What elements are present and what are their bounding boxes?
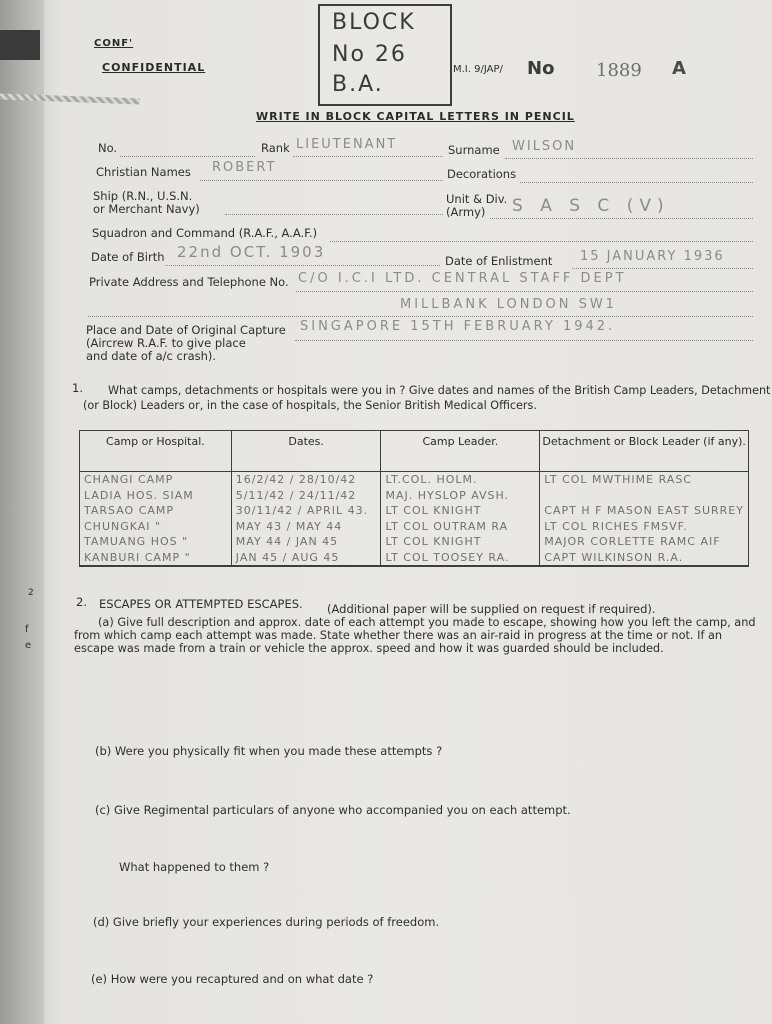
detachment-cell: LT COL RICHES FMSVF. — [540, 519, 749, 535]
enlistment-label: Date of Enlistment — [445, 254, 553, 268]
col-camp-header: Camp or Hospital. — [80, 431, 232, 472]
rank-label: Rank — [261, 141, 290, 155]
surname-label: Surname — [448, 143, 500, 157]
leader-cell: LT COL OUTRAM RA — [381, 519, 540, 535]
unit-line — [490, 218, 753, 219]
address-label: Private Address and Telephone No. — [89, 275, 289, 289]
confidential-label: CONFIDENTIAL — [102, 61, 206, 74]
address-line-1 — [296, 291, 753, 292]
q2e-text: (e) How were you recaptured and on what date ? — [91, 972, 374, 986]
dates-cell: MAY 44 / JAN 45 — [231, 534, 381, 550]
camp-cell: LADIA HOS. SIAM — [80, 488, 232, 504]
detachment-cell: CAPT WILKINSON R.A. — [540, 550, 749, 567]
block-stamp — [318, 4, 452, 106]
address-line-2 — [88, 316, 753, 317]
table-row — [80, 472, 749, 488]
margin-mark-2: 2 — [28, 588, 34, 598]
ship-label-2: or Merchant Navy) — [93, 202, 200, 216]
capture-label-2: (Aircrew R.A.F. to give place — [86, 336, 246, 350]
camp-cell: TARSAO CAMP — [80, 503, 232, 519]
camp-cell: KANBURI CAMP " — [80, 550, 232, 567]
ship-label-1: Ship (R.N., U.S.N. — [93, 189, 193, 203]
capture-line — [295, 340, 753, 341]
rank-value: LIEUTENANT — [296, 137, 398, 152]
detachment-cell — [540, 488, 749, 504]
table-row — [80, 519, 749, 535]
q2d-text: (d) Give briefly your experiences during periods of freedom. — [93, 915, 440, 929]
conf-short: CONF' — [94, 38, 134, 49]
enlistment-line — [572, 268, 753, 269]
camps-table — [79, 430, 749, 567]
stamp-line-1: BLOCK — [332, 10, 416, 35]
christian-names-label: Christian Names — [96, 165, 191, 179]
surname-value: WILSON — [512, 139, 577, 154]
dob-value: 22nd OCT. 1903 — [177, 243, 326, 261]
unit-label-2: (Army) — [446, 205, 486, 219]
camp-cell: TAMUANG HOS " — [80, 534, 232, 550]
col-leader-header: Camp Leader. — [381, 431, 540, 472]
enlistment-value: 15 JANUARY 1936 — [580, 249, 725, 264]
detachment-cell: MAJOR CORLETTE RAMC AIF — [540, 534, 749, 550]
q2-title: ESCAPES OR ATTEMPTED ESCAPES. — [99, 597, 303, 611]
q2-number: 2. — [76, 595, 87, 609]
leader-cell: LT COL KNIGHT — [381, 503, 540, 519]
table-row — [80, 550, 749, 567]
table-row — [80, 488, 749, 504]
q1-text-2: (or Block) Leaders or, in the case of hospitals, the Senior British Medical Officers. — [83, 399, 537, 412]
col-dates-header: Dates. — [231, 431, 381, 472]
leader-cell: MAJ. HYSLOP AVSH. — [381, 488, 540, 504]
q2a-text-1: (a) Give full description and approx. date of each attempt you made to escape, showing how you left the camp, and — [98, 616, 756, 629]
camp-cell: CHANGI CAMP — [80, 472, 232, 488]
mi-reference: M.I. 9/JAP/ — [453, 64, 503, 75]
q2a-text-3: escape was made from a train or vehicle the approx. speed and how it was guarded should be included. — [74, 642, 664, 655]
capture-label-3: and date of a/c crash). — [86, 349, 217, 363]
binder-clip — [0, 30, 40, 60]
margin-mark-e: e — [25, 640, 32, 651]
dob-line — [165, 265, 440, 266]
surname-line — [505, 158, 753, 159]
q1-number: 1. — [72, 381, 83, 395]
no-label: No. — [98, 141, 118, 155]
table-row — [80, 534, 749, 550]
address-value-1: C/O I.C.I LTD. CENTRAL STAFF DEPT — [298, 271, 627, 286]
stamp-line-2: No 26 — [332, 42, 407, 67]
dates-cell: 5/11/42 / 24/11/42 — [231, 488, 381, 504]
unit-value: S A S C (V) — [512, 196, 670, 216]
leader-cell: LT COL KNIGHT — [381, 534, 540, 550]
leader-cell: LT.COL. HOLM. — [381, 472, 540, 488]
margin-mark-f: f — [25, 624, 29, 635]
binding-edge — [0, 0, 44, 1024]
q2a-text-2: from which camp each attempt was made. State whether there was an air-raid in progress at the time or not. If an — [74, 629, 723, 642]
camps-table-header — [80, 431, 749, 472]
dates-cell: MAY 43 / MAY 44 — [231, 519, 381, 535]
rank-line — [293, 156, 443, 157]
q1-text-1: What camps, detachments or hospitals were you in ? Give dates and names of the British Camp Leaders, Detachment — [108, 384, 771, 397]
detachment-cell: LT COL MWTHIME RASC — [540, 472, 749, 488]
stamp-line-3: B.A. — [332, 72, 384, 97]
document-number: 1889 — [596, 60, 642, 81]
col-detachment-header: Detachment or Block Leader (if any). — [540, 431, 749, 472]
capture-label-1: Place and Date of Original Capture — [86, 323, 286, 337]
q2b-text: (b) Were you physically fit when you made these attempts ? — [95, 744, 443, 758]
q2c-text: (c) Give Regimental particulars of anyone who accompanied you on each attempt. — [95, 803, 571, 817]
leader-cell: LT COL TOOSEY RA. — [381, 550, 540, 567]
camp-cell: CHUNGKAI " — [80, 519, 232, 535]
squadron-label: Squadron and Command (R.A.F., A.A.F.) — [92, 226, 318, 240]
number-label: No — [527, 58, 555, 79]
christian-names-line — [200, 180, 443, 181]
squadron-line — [330, 241, 753, 242]
christian-names-value: ROBERT — [212, 160, 277, 175]
dates-cell: 16/2/42 / 28/10/42 — [231, 472, 381, 488]
capture-value: SINGAPORE 15TH FEBRUARY 1942. — [300, 319, 616, 334]
unit-label-1: Unit & Div. — [446, 192, 508, 206]
detachment-cell: CAPT H F MASON EAST SURREY — [540, 503, 749, 519]
no-line — [120, 156, 255, 157]
instruction-heading: WRITE IN BLOCK CAPITAL LETTERS IN PENCIL — [256, 110, 575, 123]
dates-cell: 30/11/42 / APRIL 43. — [231, 503, 381, 519]
document-suffix: A — [672, 58, 686, 79]
table-row — [80, 503, 749, 519]
decorations-line — [520, 182, 753, 183]
q2-note: (Additional paper will be supplied on request if required). — [327, 602, 656, 616]
dob-label: Date of Birth — [91, 250, 165, 264]
dates-cell: JAN 45 / AUG 45 — [231, 550, 381, 567]
ship-line — [225, 214, 443, 215]
decorations-label: Decorations — [447, 167, 517, 181]
q2c-followup: What happened to them ? — [119, 860, 270, 874]
address-value-2: MILLBANK LONDON SW1 — [400, 297, 617, 312]
